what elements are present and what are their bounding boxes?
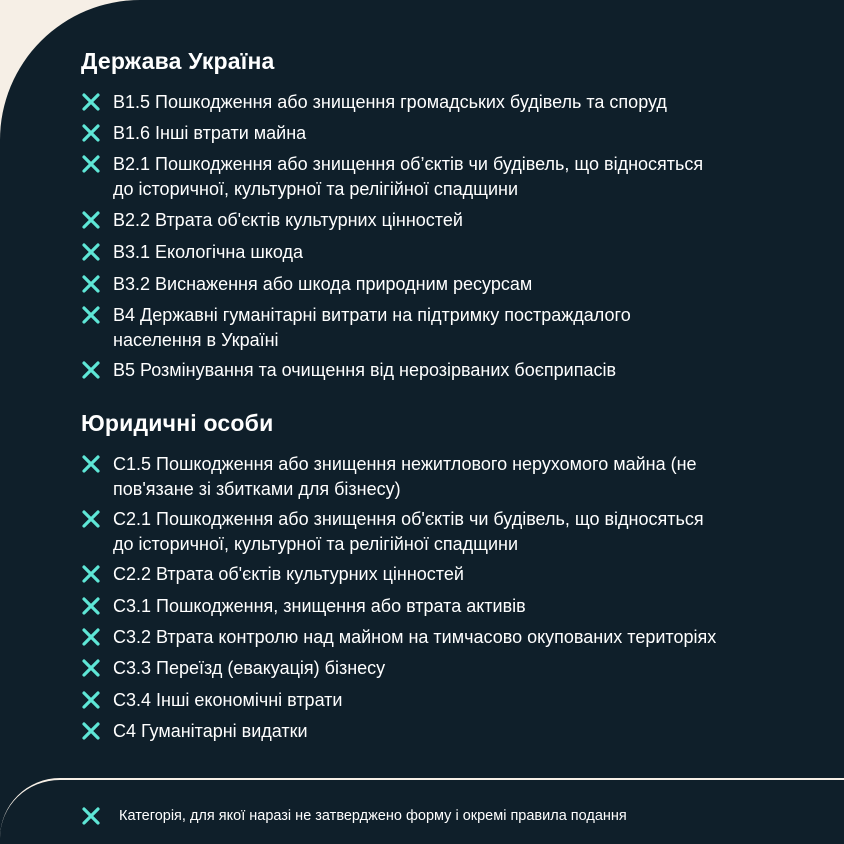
item-text: В3.1 Екологічна шкода	[113, 242, 303, 262]
x-mark-icon	[81, 92, 101, 112]
item-text: С3.4 Інші економічні втрати	[113, 690, 343, 710]
x-mark-icon	[81, 242, 101, 262]
x-mark-icon	[81, 154, 101, 174]
x-mark-icon	[81, 210, 101, 230]
x-mark-icon	[81, 627, 101, 647]
state-section-title: Держава Україна	[81, 48, 275, 74]
list-item	[81, 594, 821, 619]
list-item	[81, 358, 821, 383]
x-mark-icon	[81, 123, 101, 143]
item-text: С4 Гуманітарні видатки	[113, 721, 308, 741]
item-text: С1.5 Пошкодження або знищення нежитлового нерухомого майна (не пов'язане зі збитками для бізнесу)	[113, 454, 697, 499]
x-mark-icon	[81, 509, 101, 529]
list-item	[81, 507, 821, 557]
list-item	[81, 688, 821, 713]
x-mark-icon	[81, 305, 101, 325]
item-text: В2.1 Пошкодження або знищення об’єктів чи будівель, що відносяться до історичної, культурної та релігійної спадщини	[113, 154, 704, 199]
list-item	[81, 208, 821, 233]
x-mark-icon	[81, 274, 101, 294]
x-mark-icon	[81, 658, 101, 678]
x-mark-icon	[81, 721, 101, 741]
item-text: С3.3 Переїзд (евакуація) бізнесу	[113, 658, 386, 678]
x-mark-icon	[81, 806, 101, 826]
x-mark-icon	[81, 690, 101, 710]
list-item	[81, 656, 821, 681]
item-text: В4 Державні гуманітарні витрати на підтримку постраждалого населення в Україні	[113, 305, 631, 350]
x-mark-icon	[81, 360, 101, 380]
legend-text: Категорія, для якої наразі не затверджено форму і окремі правила подання	[119, 808, 627, 824]
item-text: С3.2 Втрата контролю над майном на тимчасово окупованих територіях	[113, 627, 717, 647]
item-text: В1.6 Інші втрати майна	[113, 123, 307, 143]
list-item	[81, 240, 821, 265]
x-mark-icon	[81, 454, 101, 474]
legend-item	[81, 806, 627, 826]
item-text: В3.2 Виснаження або шкода природним ресурсам	[113, 274, 533, 294]
x-mark-icon	[81, 564, 101, 584]
list-item	[81, 90, 821, 115]
item-text: С2.1 Пошкодження або знищення об'єктів чи будівель, що відносяться до історичної, культурної та релігійної спадщини	[113, 509, 704, 554]
list-item	[81, 121, 821, 146]
list-item	[81, 303, 821, 353]
list-item	[81, 152, 821, 202]
list-item	[81, 452, 821, 502]
list-item	[81, 272, 821, 297]
item-text: С2.2 Втрата об'єктів культурних цінностей	[113, 564, 464, 584]
item-text: В5 Розмінування та очищення від нерозірваних боєприпасів	[113, 360, 617, 380]
list-item	[81, 562, 821, 587]
list-item	[81, 719, 821, 744]
item-text: В2.2 Втрата об'єктів культурних цінностей	[113, 210, 463, 230]
list-item	[81, 625, 821, 650]
item-text: В1.5 Пошкодження або знищення громадських будівель та споруд	[113, 92, 667, 112]
item-text: С3.1 Пошкодження, знищення або втрата активів	[113, 596, 526, 616]
x-mark-icon	[81, 596, 101, 616]
legal-section-title: Юридичні особи	[81, 410, 274, 436]
